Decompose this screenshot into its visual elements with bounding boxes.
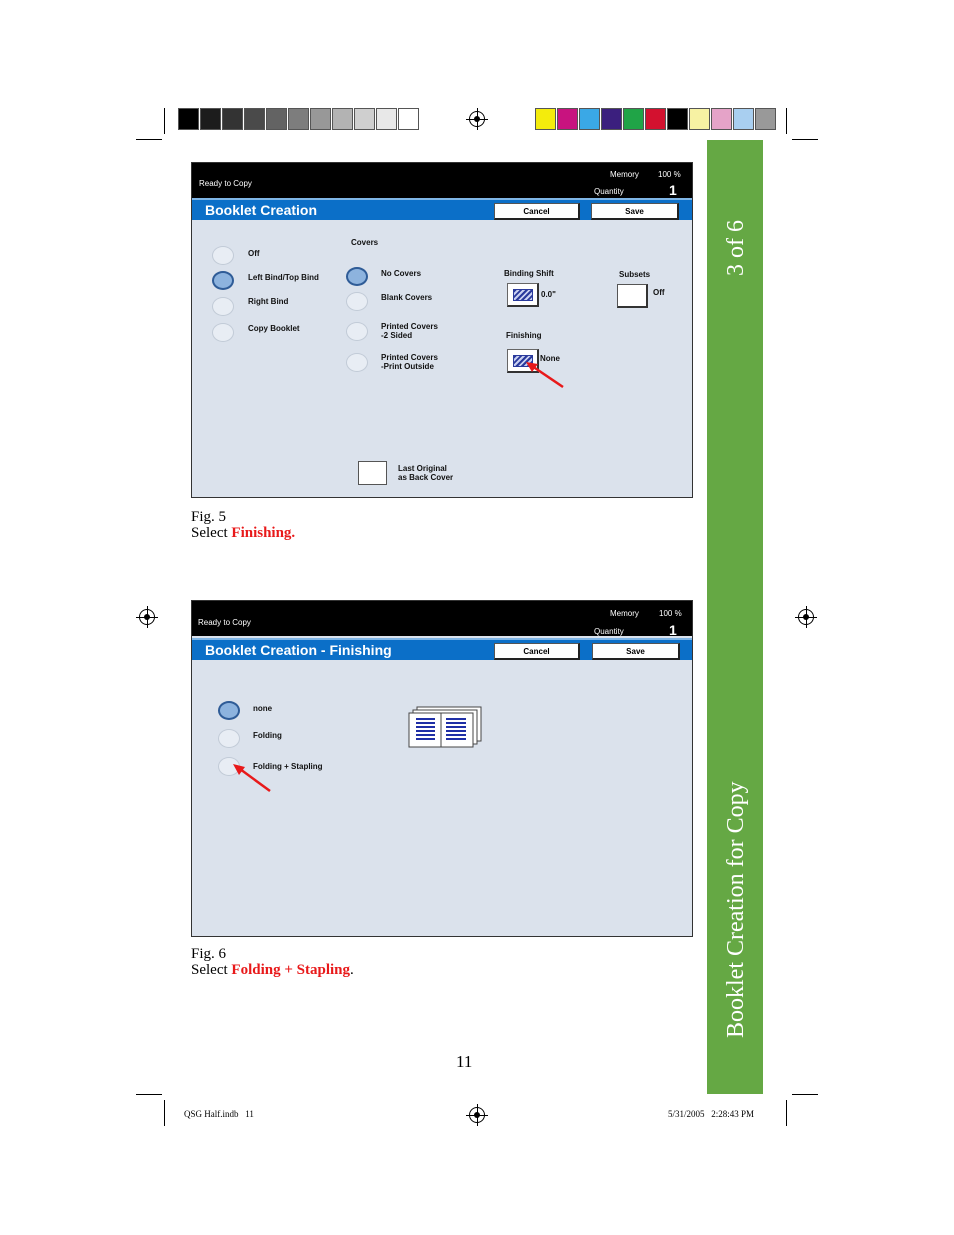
fig6-caption	[191, 946, 354, 978]
no-covers-label: No Covers	[381, 269, 422, 278]
last-original-checkbox[interactable]	[358, 461, 387, 485]
status-text: Ready to Copy	[198, 618, 251, 627]
binding-shift-icon	[513, 289, 533, 301]
fig5-number: Fig. 5	[191, 509, 227, 525]
quantity-label: Quantity	[594, 187, 624, 196]
pointer-arrow-icon	[522, 358, 567, 390]
registration-mark-icon	[798, 609, 814, 625]
finishing-label: Finishing	[506, 331, 542, 340]
pointer-arrow-icon	[230, 761, 274, 795]
fig5-screen	[191, 162, 693, 498]
title-bar	[192, 638, 692, 660]
blank-covers-label: Blank Covers	[381, 293, 433, 302]
fig5-select: Select	[191, 525, 228, 541]
title-bar	[192, 198, 692, 220]
side-band	[707, 140, 763, 1094]
memory-value: 100 %	[658, 170, 681, 179]
registration-mark-icon	[139, 609, 155, 625]
covers-heading: Covers	[351, 238, 379, 247]
screen-title: Booklet Creation - Finishing	[205, 642, 392, 658]
status-text: Ready to Copy	[199, 179, 252, 188]
radio-left-bind[interactable]	[212, 271, 234, 290]
screen-title: Booklet Creation	[205, 202, 318, 218]
page-number: 11	[456, 1052, 473, 1071]
binding-shift-label: Binding Shift	[504, 269, 554, 278]
registration-mark-icon	[469, 111, 485, 127]
memory-label: Memory	[610, 609, 639, 618]
subsets-value: Off	[653, 288, 665, 297]
booklet-icon	[407, 705, 483, 749]
fig5-caption	[191, 509, 295, 541]
option-folding-label: Folding	[253, 731, 282, 740]
printed-covers-print-outside-label: Printed Covers -Print Outside	[381, 353, 438, 371]
save-button[interactable]: Save	[591, 203, 679, 220]
printed-covers-2-sided-label: Printed Covers -2 Sided	[381, 322, 438, 340]
radio-blank-covers[interactable]	[346, 292, 368, 311]
slug-left: QSG Half.indb 11	[184, 1109, 254, 1119]
radio-folding[interactable]	[218, 729, 240, 748]
memory-value: 100 %	[659, 609, 682, 618]
radio-printed-covers-print-outside[interactable]	[346, 353, 368, 372]
radio-off[interactable]	[212, 246, 234, 265]
status-bar	[192, 163, 692, 198]
fig6-period: .	[350, 962, 354, 978]
radio-printed-covers-2-sided[interactable]	[346, 322, 368, 341]
fig6-highlight: Folding + Stapling	[231, 962, 350, 978]
option-copy-booklet-label: Copy Booklet	[248, 324, 300, 333]
fig6-select: Select	[191, 962, 228, 978]
option-off-label: Off	[248, 249, 260, 258]
cancel-button[interactable]: Cancel	[494, 643, 580, 660]
subsets-button[interactable]	[617, 284, 648, 308]
option-right-bind-label: Right Bind	[248, 297, 289, 306]
option-left-bind-label: Left Bind/Top Bind	[248, 273, 319, 282]
radio-right-bind[interactable]	[212, 297, 234, 316]
section-title: Booklet Creation for Copy	[723, 781, 749, 1038]
fig6-screen	[191, 600, 693, 937]
quantity-value: 1	[669, 622, 677, 638]
status-bar	[192, 601, 692, 636]
save-button[interactable]: Save	[592, 643, 680, 660]
quantity-label: Quantity	[594, 627, 624, 636]
radio-none[interactable]	[218, 701, 240, 720]
registration-mark-icon	[469, 1107, 485, 1123]
finishing-value: None	[540, 354, 560, 363]
slug-right: 5/31/2005 2:28:43 PM	[668, 1109, 755, 1119]
page-of-label: 3 of 6	[723, 220, 749, 276]
fig6-number: Fig. 6	[191, 946, 227, 962]
last-original-label: Last Original as Back Cover	[398, 464, 454, 482]
cancel-button[interactable]: Cancel	[494, 203, 580, 220]
binding-shift-value: 0.0"	[541, 290, 556, 299]
option-folding-stapling-label: Folding + Stapling	[253, 762, 323, 771]
subsets-label: Subsets	[619, 270, 651, 279]
binding-shift-button[interactable]	[507, 283, 539, 307]
fig5-highlight: Finishing.	[231, 525, 296, 541]
radio-no-covers[interactable]	[346, 267, 368, 286]
option-none-label: none	[253, 704, 273, 713]
radio-copy-booklet[interactable]	[212, 323, 234, 342]
memory-label: Memory	[610, 170, 639, 179]
quantity-value: 1	[669, 182, 677, 198]
